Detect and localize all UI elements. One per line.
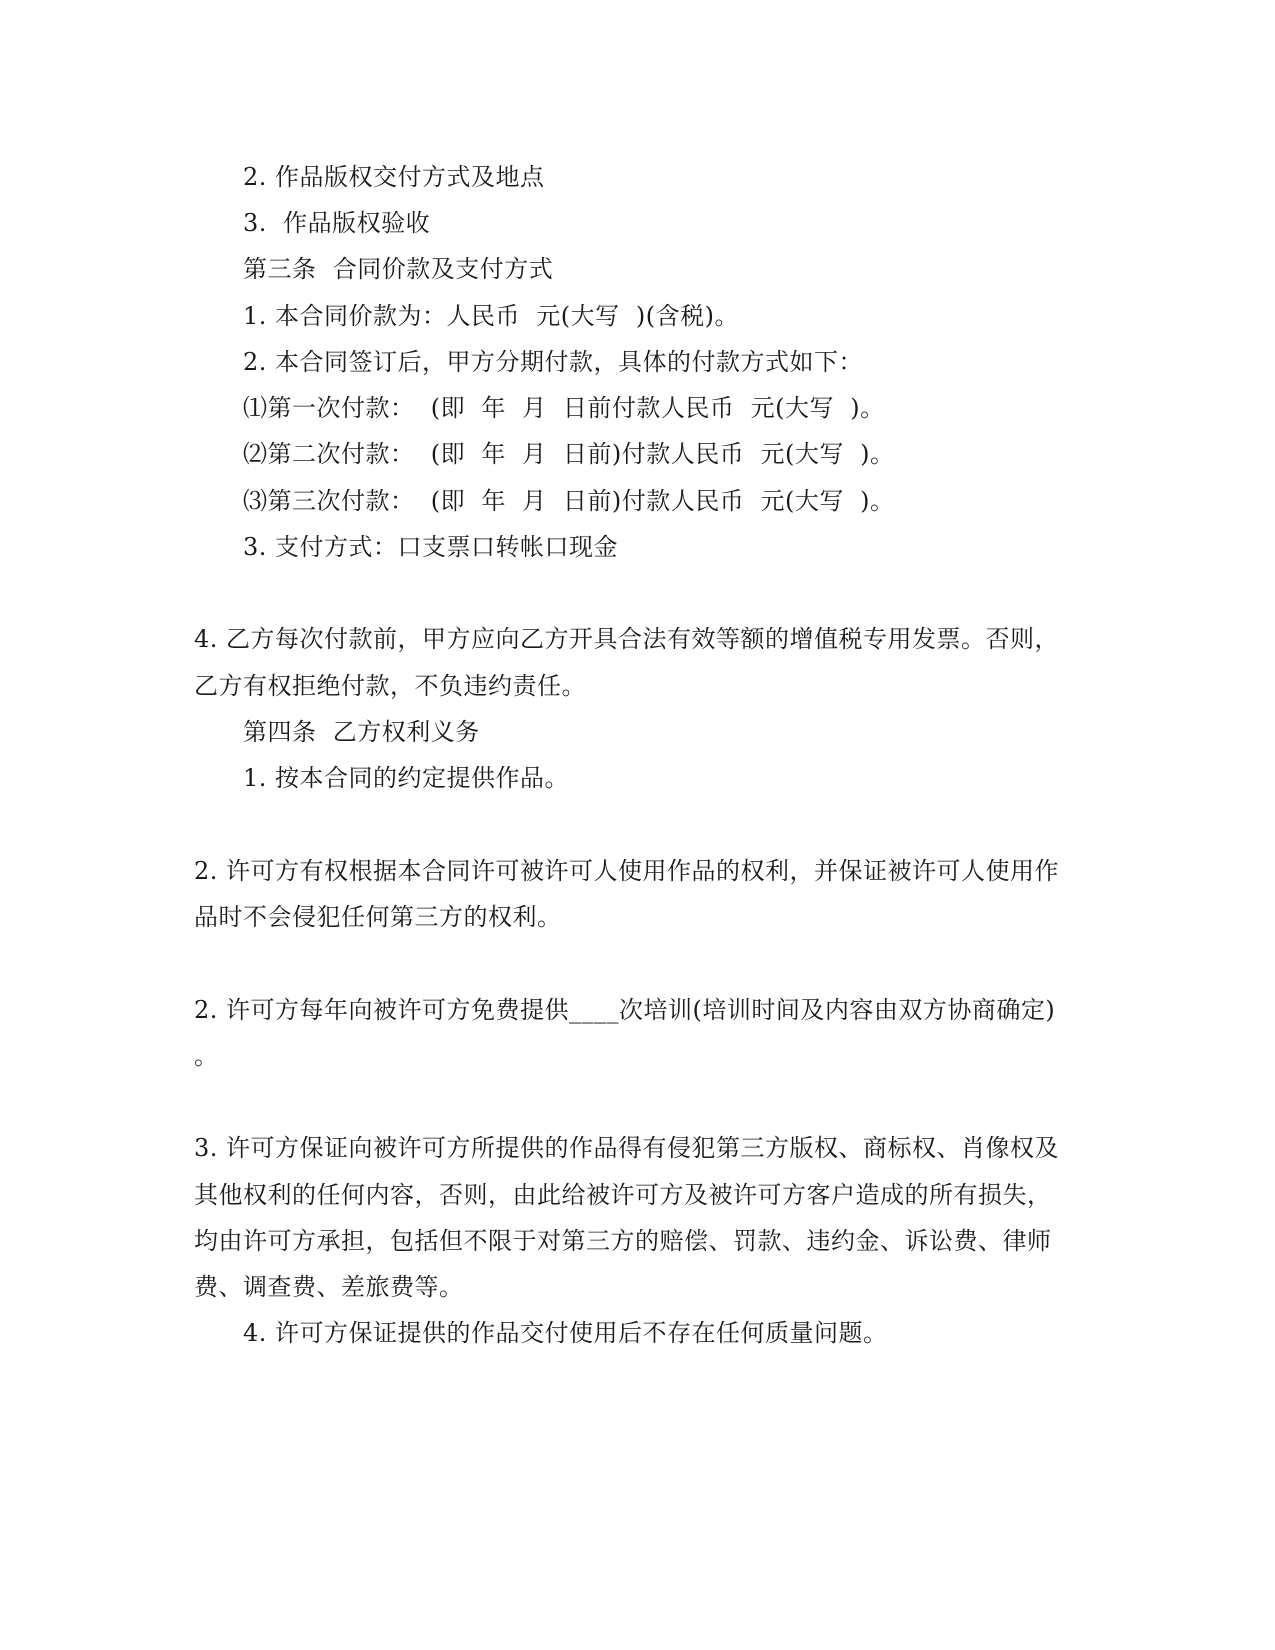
text-line: 3. 支付方式：口支票口转帐口现金	[243, 533, 619, 561]
text-line: 。	[194, 1042, 219, 1070]
text-line: 1. 按本合同的约定提供作品。	[243, 764, 570, 792]
text-line: ⑶第三次付款： (即 年 月 日前)付款人民币 元(大写 )。	[243, 487, 895, 515]
text-line: 3. 作品版权验收	[243, 209, 431, 237]
text-line: ⑵第二次付款： (即 年 月 日前)付款人民币 元(大写 )。	[243, 440, 895, 468]
text-line: 2. 作品版权交付方式及地点	[243, 163, 545, 191]
text-line: 2. 本合同签订后，甲方分期付款，具体的付款方式如下：	[243, 348, 864, 376]
text-line: 4. 许可方保证提供的作品交付使用后不存在任何质量问题。	[243, 1319, 888, 1347]
text-line: 2. 许可方有权根据本合同许可被许可人使用作品的权利，并保证被许可人使用作	[194, 857, 1060, 885]
text-line: 均由许可方承担，包括但不限于对第三方的赔偿、罚款、违约金、诉讼费、律师	[194, 1227, 1052, 1255]
text-line: 乙方有权拒绝付款，不负违约责任。	[194, 672, 586, 700]
text-line: ⑴第一次付款： (即 年 月 日前付款人民币 元(大写 )。	[243, 394, 885, 422]
text-line: 品时不会侵犯任何第三方的权利。	[194, 903, 562, 931]
text-line: 费、调查费、差旅费等。	[194, 1273, 464, 1301]
text-line: 4. 乙方每次付款前，甲方应向乙方开具合法有效等额的增值税专用发票。否则，	[194, 625, 1060, 653]
text-line: 1. 本合同价款为：人民币 元(大写 )(含税)。	[243, 302, 739, 330]
section-heading: 第三条 合同价款及支付方式	[243, 255, 554, 283]
text-line: 3. 许可方保证向被许可方所提供的作品得有侵犯第三方版权、商标权、肖像权及	[194, 1134, 1060, 1162]
section-heading: 第四条 乙方权利义务	[243, 718, 480, 746]
text-line: 其他权利的任何内容，否则，由此给被许可方及被许可方客户造成的所有损失，	[194, 1181, 1052, 1209]
text-line: 2. 许可方每年向被许可方免费提供____次培训(培训时间及内容由双方协商确定)	[194, 996, 1056, 1024]
